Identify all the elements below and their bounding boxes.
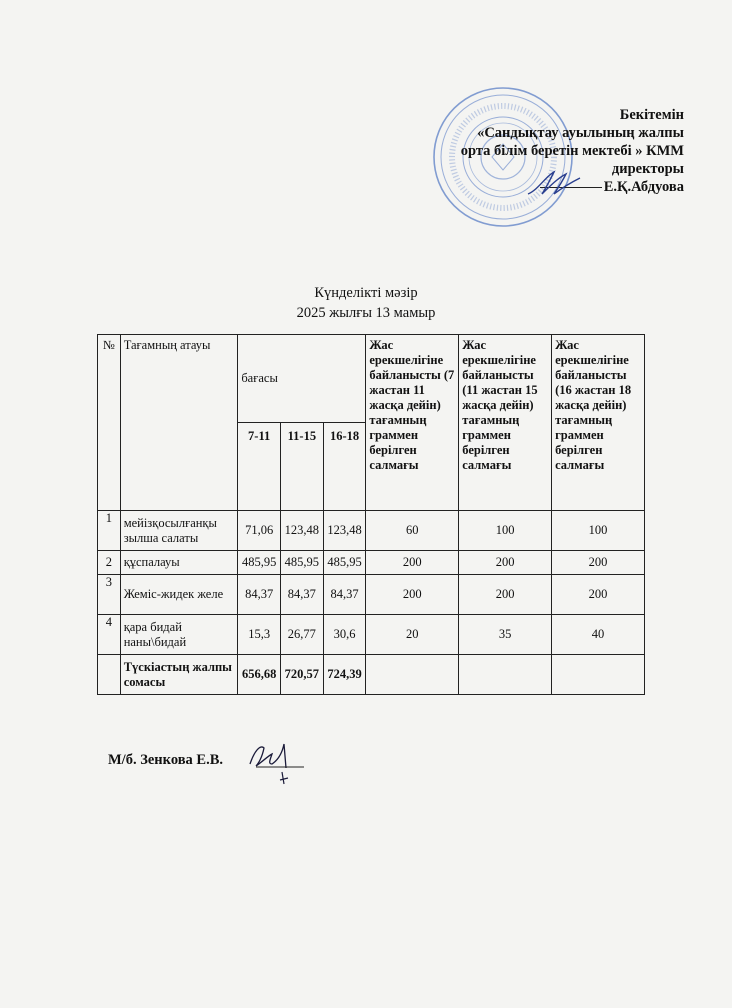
director-name: Е.Қ.Абдуова bbox=[603, 179, 684, 195]
row-name: Жеміс-жидек желе bbox=[120, 575, 238, 615]
total-7-11: 656,68 bbox=[238, 655, 281, 695]
menu-table bbox=[97, 334, 645, 695]
total-label: Түскіастың жалпы сомасы bbox=[120, 655, 238, 695]
row-price-16-18: 485,95 bbox=[323, 551, 366, 575]
table-row bbox=[98, 551, 645, 575]
header-price: бағасы bbox=[238, 335, 366, 423]
row-name: құспалауы bbox=[120, 551, 238, 575]
row-price-11-15: 485,95 bbox=[281, 551, 324, 575]
subheader-16-18: 16-18 bbox=[323, 423, 366, 511]
subheader-7-11: 7-11 bbox=[238, 423, 281, 511]
row-price-11-15: 84,37 bbox=[281, 575, 324, 615]
approval-position: директоры bbox=[611, 161, 684, 177]
total-empty-cell bbox=[552, 655, 645, 695]
header-age-7-11: Жас ерекшелігіне байланысты (7 жастан 11 жасқа дейін) тағамның граммен берілген салмағы bbox=[366, 335, 459, 511]
total-empty-cell bbox=[366, 655, 459, 695]
row-price-7-11: 15,3 bbox=[238, 615, 281, 655]
total-16-18: 724,39 bbox=[323, 655, 366, 695]
header-num: № bbox=[98, 335, 121, 511]
row-price-7-11: 71,06 bbox=[238, 511, 281, 551]
row-price-16-18: 84,37 bbox=[323, 575, 366, 615]
bleed-through-text bbox=[72, 90, 75, 105]
row-name: қара бидай наны\бидай bbox=[120, 615, 238, 655]
row-weight-7-11: 20 bbox=[366, 615, 459, 655]
row-price-11-15: 26,77 bbox=[281, 615, 324, 655]
row-weight-11-15: 200 bbox=[459, 551, 552, 575]
handwritten-signature-icon bbox=[238, 734, 308, 794]
approval-title: Бекітемін bbox=[619, 107, 684, 123]
menu-title: Күнделікті мәзір bbox=[314, 285, 418, 301]
row-price-11-15: 123,48 bbox=[281, 511, 324, 551]
row-name: мейізқосылғанқы зылша салаты bbox=[120, 511, 238, 551]
row-num: 1 bbox=[98, 511, 121, 551]
row-weight-11-15: 35 bbox=[459, 615, 552, 655]
header-age-16-18: Жас ерекшелігіне байланысты (16 жастан 18 жасқа дейін) тағамның граммен берілген салмағы bbox=[552, 335, 645, 511]
director-signature-icon bbox=[524, 166, 584, 200]
row-weight-7-11: 200 bbox=[366, 575, 459, 615]
header-row bbox=[98, 335, 645, 423]
approval-school-line2: орта білім беретін мектебі » КММ bbox=[460, 143, 684, 159]
header-age-11-15: Жас ерекшелігіне байланысты (11 жастан 15 жасқа дейін) тағамның граммен берілген салмағы bbox=[459, 335, 552, 511]
row-price-7-11: 485,95 bbox=[238, 551, 281, 575]
menu-date: 2025 жылғы 13 мамыр bbox=[296, 305, 436, 321]
row-weight-16-18: 200 bbox=[552, 575, 645, 615]
table-row bbox=[98, 511, 645, 551]
subheader-11-15: 11-15 bbox=[281, 423, 324, 511]
nurse-signature-label: М/б. Зенкова Е.В. bbox=[108, 752, 224, 768]
row-num: 4 bbox=[98, 615, 121, 655]
row-num: 2 bbox=[98, 551, 121, 575]
table-row bbox=[98, 575, 645, 615]
row-weight-11-15: 100 bbox=[459, 511, 552, 551]
row-price-16-18: 30,6 bbox=[323, 615, 366, 655]
row-weight-7-11: 60 bbox=[366, 511, 459, 551]
header-name: Тағамның атауы bbox=[120, 335, 238, 511]
row-weight-11-15: 200 bbox=[459, 575, 552, 615]
table-row bbox=[98, 615, 645, 655]
row-price-7-11: 84,37 bbox=[238, 575, 281, 615]
row-weight-16-18: 40 bbox=[552, 615, 645, 655]
approval-school-line1: «Сандықтау ауылының жалпы bbox=[477, 125, 684, 141]
row-price-16-18: 123,48 bbox=[323, 511, 366, 551]
row-weight-16-18: 100 bbox=[552, 511, 645, 551]
row-num: 3 bbox=[98, 575, 121, 615]
row-weight-16-18: 200 bbox=[552, 551, 645, 575]
total-row bbox=[98, 655, 645, 695]
row-weight-7-11: 200 bbox=[366, 551, 459, 575]
total-11-15: 720,57 bbox=[281, 655, 324, 695]
total-empty-cell bbox=[459, 655, 552, 695]
total-num-cell bbox=[98, 655, 121, 695]
